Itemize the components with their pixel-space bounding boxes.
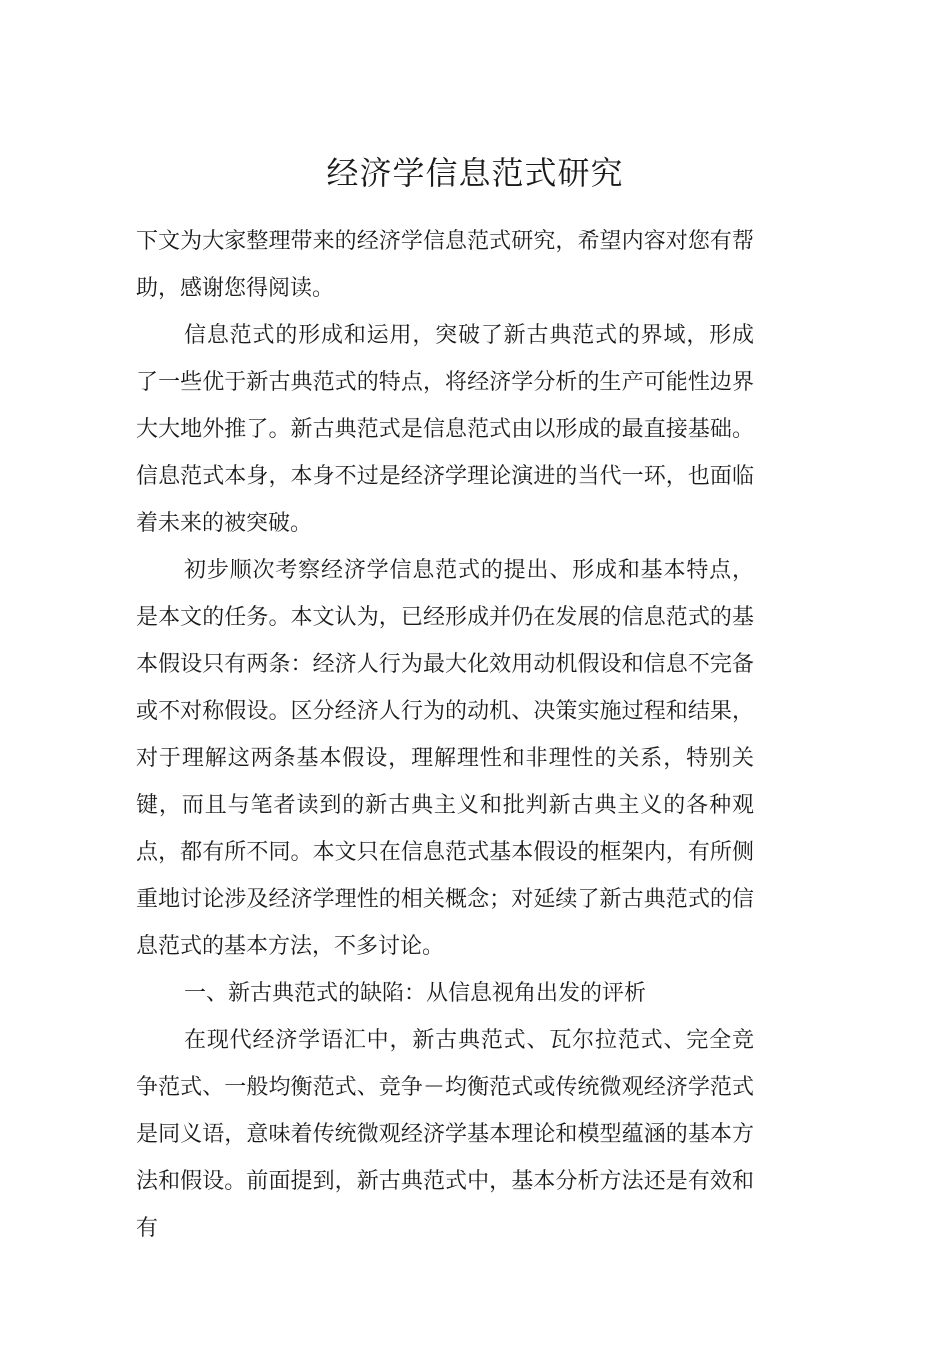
section-heading-1: 一、新古典范式的缺陷：从信息视角出发的评析 — [184, 981, 647, 1006]
paragraph-info-paradigm: 信息范式的形成和运用，突破了新古典范式的界域，形成了一些优于新古典范式的特点，将经济学分析的生产可能性边界大大地外推了。新古典范式是信息范式由以形成的最直接基础。信息范式本身，本身不过是经济学理论演进的当代一环，也面临着未来的被突破。 — [136, 323, 754, 536]
document-body — [136, 218, 754, 1252]
paragraph-task: 初步顺次考察经济学信息范式的提出、形成和基本特点，是本文的任务。本文认为，已经形成并仍在发展的信息范式的基本假设只有两条：经济人行为最大化效用动机假设和信息不完备或不对称假设。区分经济人行为的动机、决策实施过程和结果，对于理解这两条基本假设，理解理性和非理性的关系，特别关键，而且与笔者读到的新古典主义和批判新古典主义的各种观点，都有所不同。本文只在信息范式基本假设的框架内，有所侧重地讨论涉及经济学理性的相关概念；对延续了新古典范式的信息范式的基本方法，不多讨论。 — [136, 558, 754, 959]
paragraph-neoclassical: 在现代经济学语汇中，新古典范式、瓦尔拉范式、完全竞争范式、一般均衡范式、竞争－均衡范式或传统微观经济学范式是同义语，意味着传统微观经济学基本理论和模型蕴涵的基本方法和假设。前面提到，新古典范式中，基本分析方法还是有效和有 — [136, 1028, 754, 1241]
paragraph-intro: 下文为大家整理带来的经济学信息范式研究，希望内容对您有帮助，感谢您得阅读。 — [136, 229, 754, 301]
document-title: 经济学信息范式研究 — [326, 154, 624, 192]
